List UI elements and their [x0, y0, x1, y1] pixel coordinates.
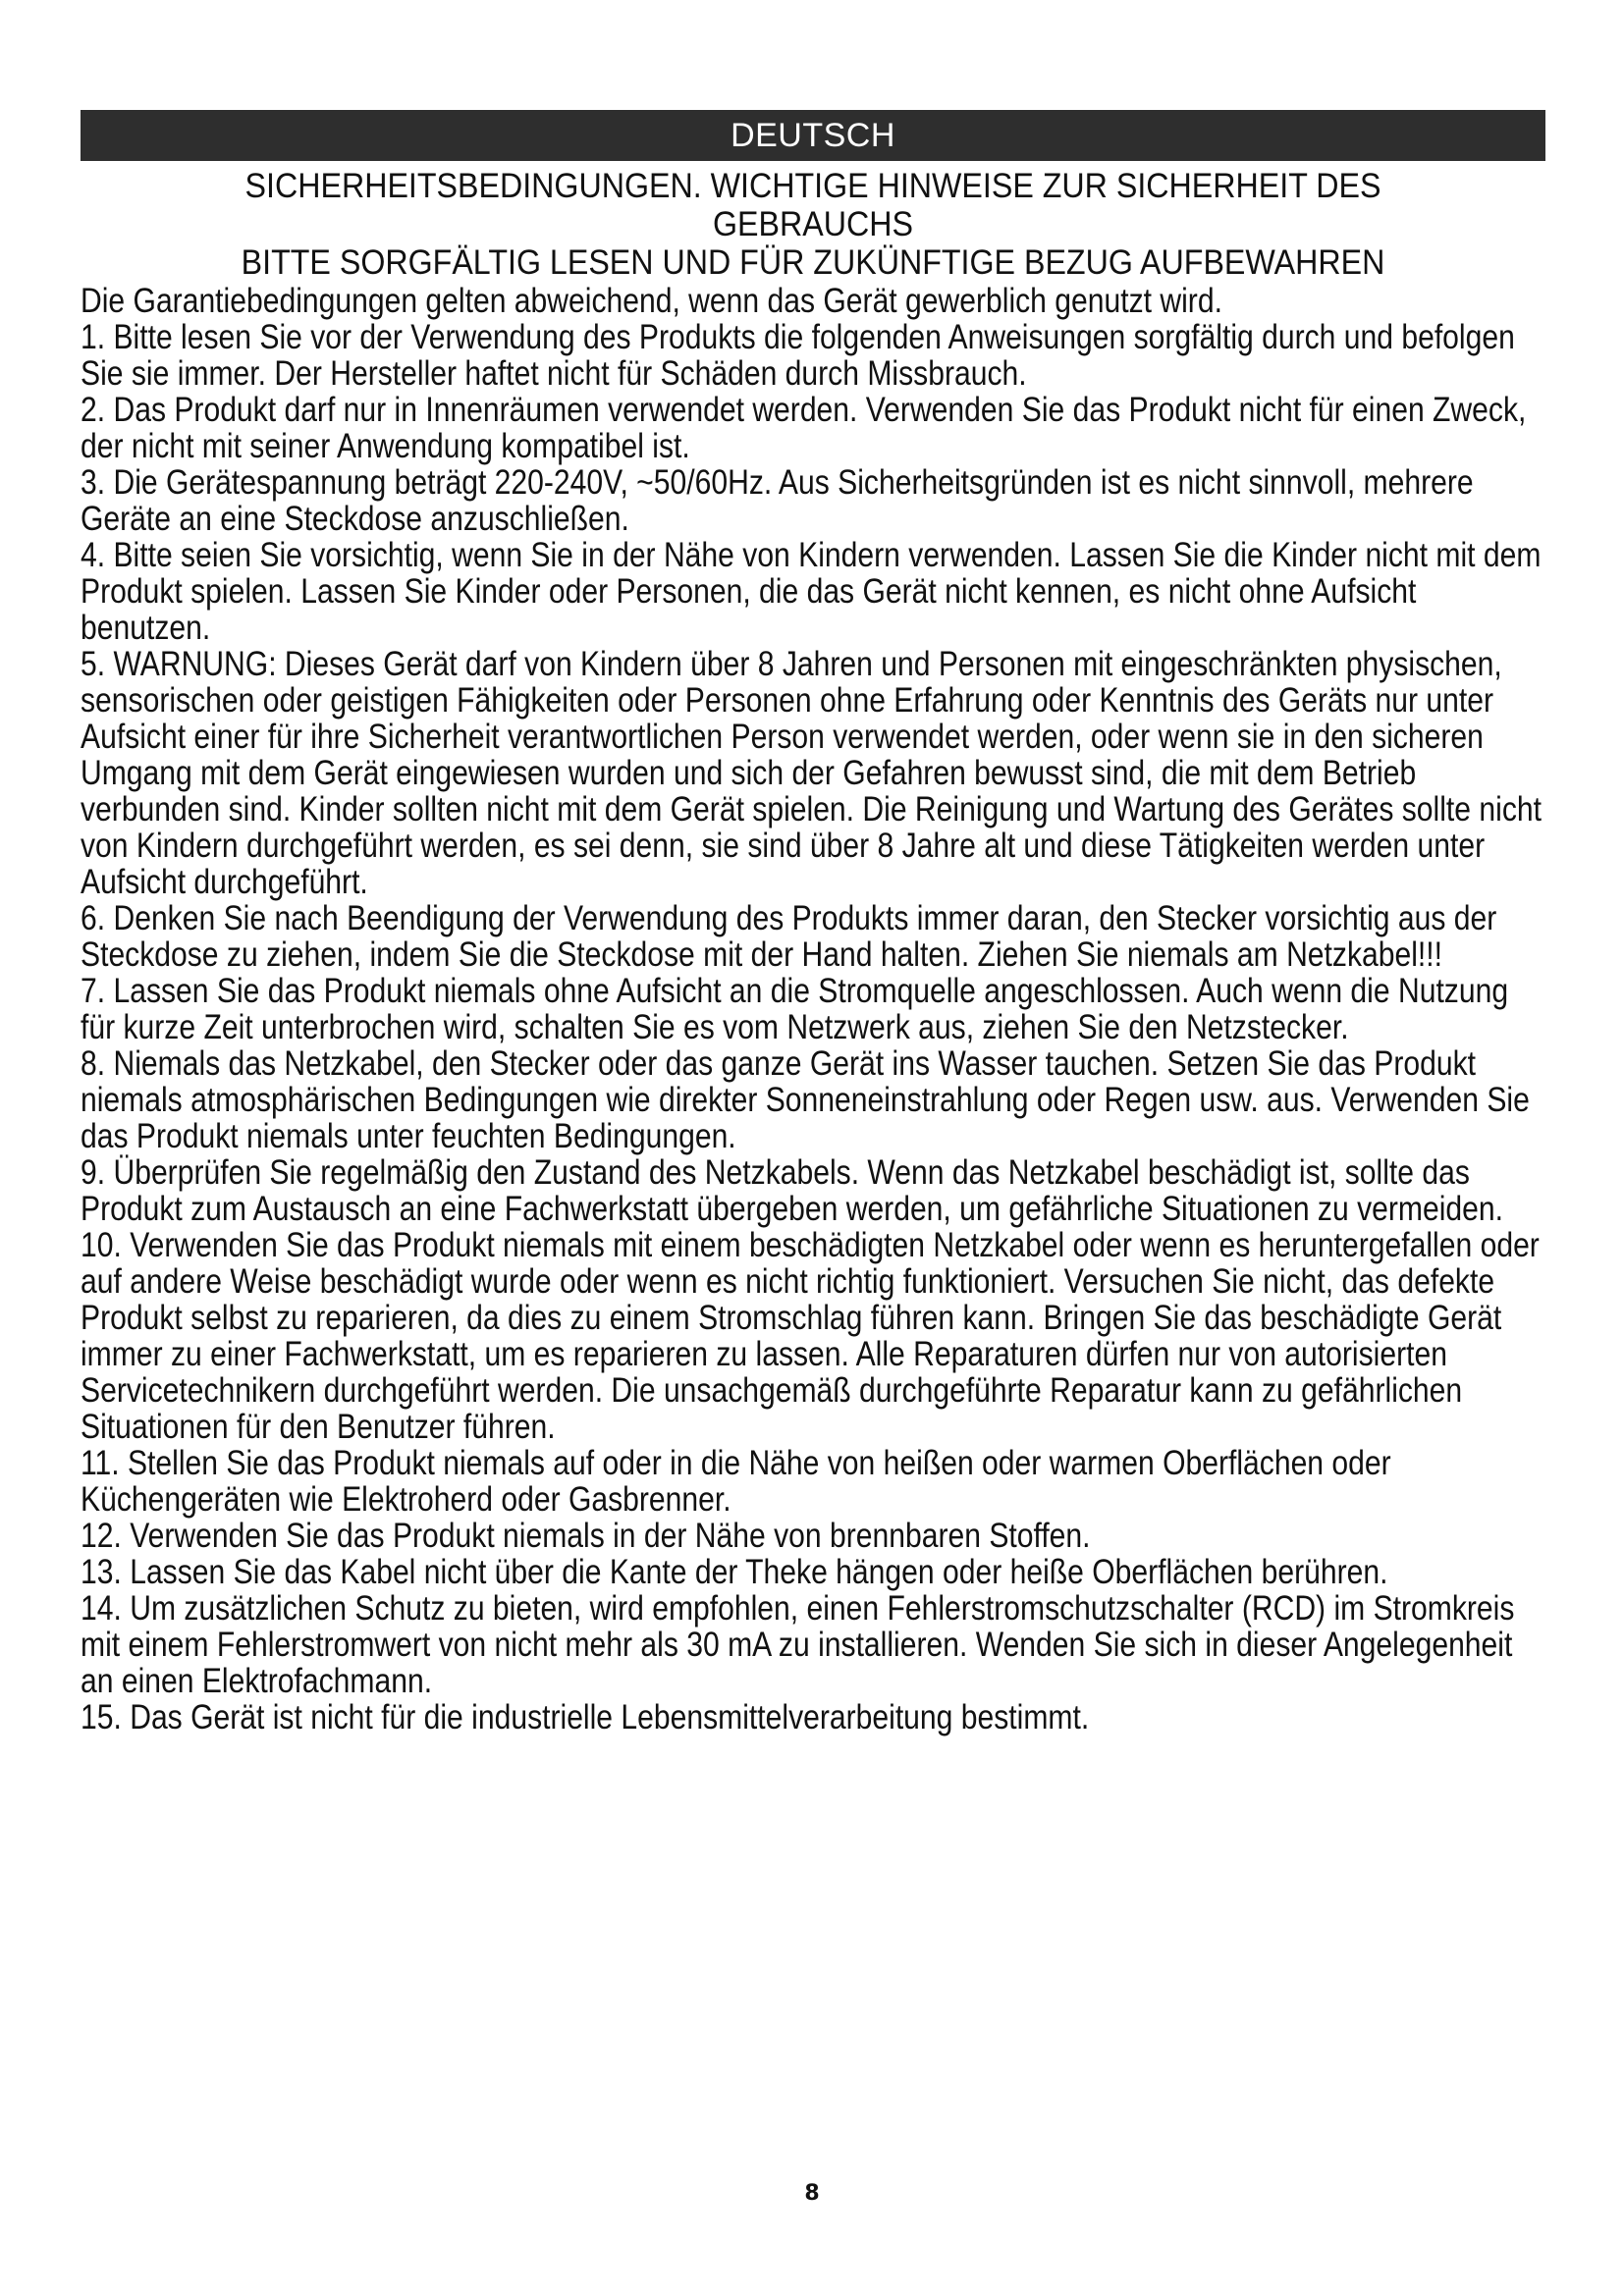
instruction-item-15: 15. Das Gerät ist nicht für die industrielle Lebensmittelverarbeitung bestimmt. — [81, 1698, 1090, 1736]
instruction-item-14: 14. Um zusätzlichen Schutz zu bieten, wird empfohlen, einen Fehlerstromschutzschalter (RCD) im Stromkreis mit einem Fehlerstromwert von nicht mehr als 30 mA zu installieren. Wenden Sie sich in dieser Angelegenheit an einen Elektrofachmann. — [81, 1589, 1515, 1700]
instruction-item-2: 2. Das Produkt darf nur in Innenräumen verwendet werden. Verwenden Sie das Produkt nicht für einen Zweck, der nicht mit seiner Anwendung kompatibel ist. — [81, 391, 1527, 465]
instruction-item-8: 8. Niemals das Netzkabel, den Stecker oder das ganze Gerät ins Wasser tauchen. Setzen Sie das Produkt niemals atmosphärischen Bedingungen wie direkter Sonneneinstrahlung oder Regen usw. aus. Verwenden Sie das Produkt niemals unter feuchten Bedingungen. — [81, 1044, 1530, 1155]
instruction-item-4: 4. Bitte seien Sie vorsichtig, wenn Sie in der Nähe von Kindern verwenden. Lassen Sie die Kinder nicht mit dem Produkt spielen. Lassen Sie Kinder oder Personen, die das Gerät nicht kennen, es nicht ohne Aufsicht benutzen. — [81, 536, 1542, 647]
instruction-item-1: 1. Bitte lesen Sie vor der Verwendung des Produkts die folgenden Anweisungen sorgfältig durch und befolgen Sie sie immer. Der Hersteller haftet nicht für Schäden durch Missbrauch. — [81, 318, 1515, 393]
section-subtitle: BITTE SORGFÄLTIG LESEN UND FÜR ZUKÜNFTIGE BEZUG AUFBEWAHREN — [241, 243, 1385, 282]
language-header: DEUTSCH — [81, 110, 1545, 161]
page-number: 8 — [804, 2181, 820, 2206]
instruction-item-11: 11. Stellen Sie das Produkt niemals auf oder in die Nähe von heißen oder warmen Oberflächen oder Küchengeräten wie Elektroherd oder Gasbrenner. — [81, 1444, 1391, 1519]
instruction-item-12: 12. Verwenden Sie das Produkt niemals in der Nähe von brennbaren Stoffen. — [81, 1517, 1091, 1555]
instruction-item-13: 13. Lassen Sie das Kabel nicht über die Kante der Theke hängen oder heiße Oberflächen berühren. — [81, 1553, 1388, 1591]
instruction-item-5: 5. WARNUNG: Dieses Gerät darf von Kindern über 8 Jahren und Personen mit eingeschränkten physischen, sensorischen oder geistigen Fähigkeiten oder Personen ohne Erfahrung oder Kenntnis des Geräts nur unter Aufsicht einer für ihre Sicherheit verantwortlichen Person verwendet werden, oder wenn sie in den sicheren Umgang mit dem Gerät eingewiesen wurden und sich der Gefahren bewusst sind, die mit dem Betrieb verbunden sind. Kinder sollten nicht mit dem Gerät spielen. Die Reinigung und Wartung des Gerätes sollte nicht von Kindern durchgeführt werden, es sei denn, sie sind über 8 Jahre alt und diese Tätigkeiten werden unter Aufsicht durchgeführt. — [81, 645, 1542, 901]
instruction-item-3: 3. Die Gerätespannung beträgt 220-240V, ~50/60Hz. Aus Sicherheitsgründen ist es nicht sinnvoll, mehrere Geräte an eine Steckdose anzuschließen. — [81, 463, 1474, 538]
instruction-item-10: 10. Verwenden Sie das Produkt niemals mit einem beschädigten Netzkabel oder wenn es heruntergefallen oder auf andere Weise beschädigt wurde oder wenn es nicht richtig funktioniert. Versuchen Sie nicht, das defekte Produkt selbst zu reparieren, da dies zu einem Stromschlag führen kann. Bringen Sie das beschädigte Gerät immer zu einer Fachwerkstatt, um es reparieren zu lassen. Alle Reparaturen dürfen nur von autorisierten Servicetechnikern durchgeführt werden. Die unsachgemäß durchgeführte Reparatur kann zu gefährlichen Situationen für den Benutzer führen. — [81, 1226, 1540, 1446]
safety-instructions — [81, 283, 1545, 1735]
instruction-item-6: 6. Denken Sie nach Beendigung der Verwendung des Produkts immer daran, den Stecker vorsichtig aus der Steckdose zu ziehen, indem Sie die Steckdose mit der Hand halten. Ziehen Sie niemals am Netzkabel!!! — [81, 899, 1497, 974]
instruction-item-9: 9. Überprüfen Sie regelmäßig den Zustand des Netzkabels. Wenn das Netzkabel beschädigt ist, sollte das Produkt zum Austausch an eine Fachwerkstatt übergeben werden, um gefährliche Situationen zu vermeiden. — [81, 1153, 1503, 1228]
instruction-item-7: 7. Lassen Sie das Produkt niemals ohne Aufsicht an die Stromquelle angeschlossen. Auch wenn die Nutzung für kurze Zeit unterbrochen wird, schalten Sie es vom Netzwerk aus, ziehen Sie den Netzstecker. — [81, 972, 1509, 1046]
section-title: SICHERHEITSBEDINGUNGEN. WICHTIGE HINWEISE ZUR SICHERHEIT DES GEBRAUCHS — [244, 167, 1381, 243]
intro-paragraph: Die Garantiebedingungen gelten abweichend, wenn das Gerät gewerblich genutzt wird. — [81, 282, 1222, 320]
manual-page — [81, 110, 1545, 1735]
